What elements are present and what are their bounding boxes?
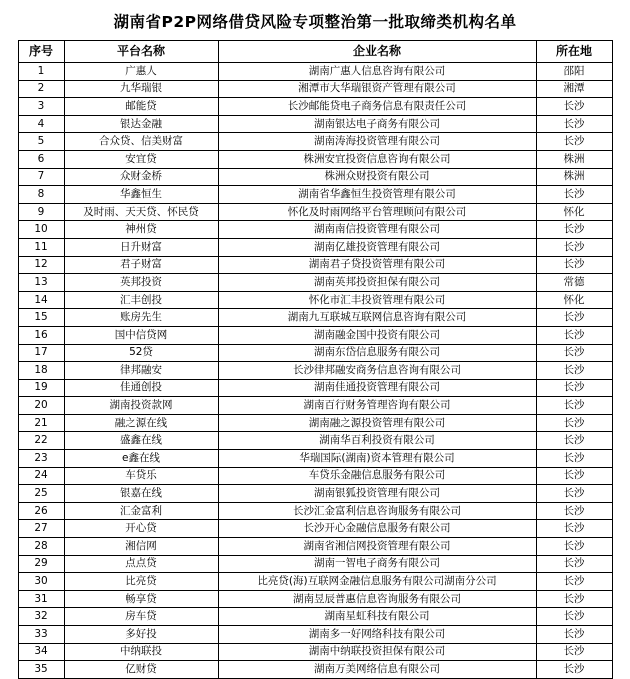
table-row: [18, 115, 612, 133]
column-header-location: 所在地: [536, 41, 612, 63]
cell-location: 长沙: [536, 661, 612, 679]
cell-company: 湖南银达电子商务有限公司: [218, 115, 536, 133]
cell-index: 1: [18, 63, 64, 81]
cell-location: 长沙: [536, 608, 612, 626]
cell-platform: 点点贷: [64, 555, 218, 573]
cell-location: 湘潭: [536, 80, 612, 98]
table-header-row: [18, 41, 612, 63]
cell-platform: 融之源在线: [64, 414, 218, 432]
cell-platform: 盛鑫在线: [64, 432, 218, 450]
cell-company: 湖南融之源投资管理有限公司: [218, 414, 536, 432]
cell-platform: 银嘉在线: [64, 485, 218, 503]
cell-location: 长沙: [536, 221, 612, 239]
cell-platform: 华鑫恒生: [64, 186, 218, 204]
cell-company: 湖南涛海投资管理有限公司: [218, 133, 536, 151]
cell-location: 长沙: [536, 256, 612, 274]
cell-index: 14: [18, 291, 64, 309]
cell-location: 长沙: [536, 379, 612, 397]
cell-location: 长沙: [536, 432, 612, 450]
cell-index: 26: [18, 502, 64, 520]
cell-index: 17: [18, 344, 64, 362]
column-header-platform: 平台名称: [64, 41, 218, 63]
column-header-index: 序号: [18, 41, 64, 63]
table-row: [18, 256, 612, 274]
cell-platform: 众财金桥: [64, 168, 218, 186]
cell-location: 长沙: [536, 344, 612, 362]
cell-company: 湖南佳通投资管理有限公司: [218, 379, 536, 397]
cell-company: 湖南百行财务管理咨询有限公司: [218, 397, 536, 415]
cell-platform: 车贷乐: [64, 467, 218, 485]
table-row: [18, 326, 612, 344]
cell-index: 23: [18, 450, 64, 468]
cell-location: 长沙: [536, 362, 612, 380]
cell-company: 株洲安宜投资信息咨询有限公司: [218, 150, 536, 168]
cell-location: 长沙: [536, 555, 612, 573]
cell-location: 长沙: [536, 626, 612, 644]
cell-company: 湖南融金国中投资有限公司: [218, 326, 536, 344]
cell-index: 11: [18, 238, 64, 256]
cell-index: 8: [18, 186, 64, 204]
cell-index: 29: [18, 555, 64, 573]
cell-platform: 及时雨、天天贷、怀民贷: [64, 203, 218, 221]
cell-company: 湖南多一好网络科技有限公司: [218, 626, 536, 644]
cell-location: 长沙: [536, 115, 612, 133]
cell-platform: 房车贷: [64, 608, 218, 626]
cell-company: 湖南南信投资管理有限公司: [218, 221, 536, 239]
cell-platform: 湘信网: [64, 538, 218, 556]
table-row: [18, 221, 612, 239]
cell-location: 怀化: [536, 291, 612, 309]
table-row: [18, 414, 612, 432]
table-row: [18, 133, 612, 151]
cell-company: 怀化及时雨网络平台管理顾问有限公司: [218, 203, 536, 221]
cell-company: 湖南华百利投资有限公司: [218, 432, 536, 450]
table-row: [18, 643, 612, 661]
cell-company: 湖南昱辰普惠信息咨询服务有限公司: [218, 590, 536, 608]
cell-index: 10: [18, 221, 64, 239]
column-header-company: 企业名称: [218, 41, 536, 63]
table-row: [18, 362, 612, 380]
cell-location: 长沙: [536, 538, 612, 556]
cell-index: 22: [18, 432, 64, 450]
cell-company: 长沙开心金融信息服务有限公司: [218, 520, 536, 538]
cell-platform: 日升财富: [64, 238, 218, 256]
cell-company: 长沙律邦融安商务信息咨询有限公司: [218, 362, 536, 380]
cell-company: 湖南星虹科技有限公司: [218, 608, 536, 626]
cell-platform: 亿财贷: [64, 661, 218, 679]
cell-company: 湖南省湘信网投资管理有限公司: [218, 538, 536, 556]
cell-company: 湖南省华鑫恒生投资管理有限公司: [218, 186, 536, 204]
cell-index: 31: [18, 590, 64, 608]
cell-platform: 英邦投资: [64, 274, 218, 292]
cell-company: 湖南中纳联投资担保有限公司: [218, 643, 536, 661]
cell-platform: 湖南投资款网: [64, 397, 218, 415]
table-row: [18, 573, 612, 591]
cell-index: 16: [18, 326, 64, 344]
cell-index: 28: [18, 538, 64, 556]
cell-platform: 比亮贷: [64, 573, 218, 591]
cell-location: 株洲: [536, 150, 612, 168]
table-row: [18, 432, 612, 450]
cell-location: 长沙: [536, 309, 612, 327]
cell-platform: 52贷: [64, 344, 218, 362]
cell-index: 9: [18, 203, 64, 221]
cell-location: 长沙: [536, 467, 612, 485]
cell-location: 长沙: [536, 238, 612, 256]
cell-location: 长沙: [536, 98, 612, 116]
cell-platform: 畅享贷: [64, 590, 218, 608]
cell-location: 长沙: [536, 590, 612, 608]
cell-index: 30: [18, 573, 64, 591]
cell-platform: 神州贷: [64, 221, 218, 239]
cell-company: 怀化市汇丰投资管理有限公司: [218, 291, 536, 309]
cell-platform: 国中信贷网: [64, 326, 218, 344]
cell-location: 长沙: [536, 133, 612, 151]
cell-company: 湖南万美网络信息有限公司: [218, 661, 536, 679]
cell-index: 24: [18, 467, 64, 485]
cell-platform: 邮能贷: [64, 98, 218, 116]
cell-location: 长沙: [536, 397, 612, 415]
institution-list-table: [18, 40, 613, 679]
cell-index: 25: [18, 485, 64, 503]
cell-location: 邵阳: [536, 63, 612, 81]
table-row: [18, 203, 612, 221]
cell-location: 怀化: [536, 203, 612, 221]
cell-platform: 开心贷: [64, 520, 218, 538]
table-row: [18, 186, 612, 204]
cell-index: 21: [18, 414, 64, 432]
cell-location: 长沙: [536, 450, 612, 468]
cell-location: 长沙: [536, 414, 612, 432]
cell-location: 株洲: [536, 168, 612, 186]
table-row: [18, 608, 612, 626]
table-row: [18, 467, 612, 485]
cell-location: 长沙: [536, 573, 612, 591]
cell-location: 长沙: [536, 186, 612, 204]
page-title: 湖南省P2P网络借贷风险专项整治第一批取缔类机构名单: [113, 13, 517, 31]
cell-location: 长沙: [536, 502, 612, 520]
cell-company: 车贷乐金融信息服务有限公司: [218, 467, 536, 485]
cell-index: 6: [18, 150, 64, 168]
cell-platform: 安宜贷: [64, 150, 218, 168]
cell-index: 5: [18, 133, 64, 151]
table-row: [18, 502, 612, 520]
cell-platform: 账房先生: [64, 309, 218, 327]
cell-index: 13: [18, 274, 64, 292]
cell-company: 湖南君子贷投资管理有限公司: [218, 256, 536, 274]
cell-index: 27: [18, 520, 64, 538]
table-row: [18, 98, 612, 116]
cell-company: 长沙邮能贷电子商务信息有限责任公司: [218, 98, 536, 116]
cell-company: 长沙汇金富利信息咨询服务有限公司: [218, 502, 536, 520]
cell-platform: 九华瑞银: [64, 80, 218, 98]
cell-index: 35: [18, 661, 64, 679]
cell-index: 4: [18, 115, 64, 133]
cell-company: 湖南九互联城互联网信息咨询有限公司: [218, 309, 536, 327]
cell-index: 7: [18, 168, 64, 186]
cell-index: 2: [18, 80, 64, 98]
cell-location: 长沙: [536, 326, 612, 344]
cell-company: 湖南亿雄投资管理有限公司: [218, 238, 536, 256]
cell-platform: e鑫在线: [64, 450, 218, 468]
cell-platform: 广惠人: [64, 63, 218, 81]
table-row: [18, 238, 612, 256]
cell-index: 18: [18, 362, 64, 380]
cell-index: 20: [18, 397, 64, 415]
table-row: [18, 379, 612, 397]
cell-platform: 多好投: [64, 626, 218, 644]
cell-company: 湖南广惠人信息咨询有限公司: [218, 63, 536, 81]
table-row: [18, 661, 612, 679]
table-row: [18, 168, 612, 186]
cell-location: 长沙: [536, 485, 612, 503]
cell-platform: 汇丰创投: [64, 291, 218, 309]
table-row: [18, 344, 612, 362]
table-row: [18, 274, 612, 292]
cell-location: 长沙: [536, 643, 612, 661]
cell-platform: 合众贷、信美财富: [64, 133, 218, 151]
cell-platform: 佳通创投: [64, 379, 218, 397]
cell-platform: 律邦融安: [64, 362, 218, 380]
table-row: [18, 538, 612, 556]
cell-platform: 汇金富利: [64, 502, 218, 520]
cell-company: 株洲众财投资有限公司: [218, 168, 536, 186]
cell-index: 15: [18, 309, 64, 327]
cell-company: 湖南英邦投资担保有限公司: [218, 274, 536, 292]
table-row: [18, 590, 612, 608]
cell-index: 33: [18, 626, 64, 644]
cell-index: 19: [18, 379, 64, 397]
cell-platform: 中纳联投: [64, 643, 218, 661]
cell-company: 湖南银狐投资管理有限公司: [218, 485, 536, 503]
table-row: [18, 555, 612, 573]
table-row: [18, 485, 612, 503]
cell-company: 湖南一智电子商务有限公司: [218, 555, 536, 573]
table-row: [18, 80, 612, 98]
table-row: [18, 63, 612, 81]
table-row: [18, 150, 612, 168]
table-row: [18, 291, 612, 309]
table-row: [18, 397, 612, 415]
cell-index: 12: [18, 256, 64, 274]
table-row: [18, 309, 612, 327]
cell-index: 32: [18, 608, 64, 626]
cell-company: 比亮贷(海)互联网金融信息服务有限公司湖南分公司: [218, 573, 536, 591]
table-row: [18, 626, 612, 644]
cell-location: 长沙: [536, 520, 612, 538]
cell-company: 湖南东岱信息服务有限公司: [218, 344, 536, 362]
table-row: [18, 520, 612, 538]
cell-index: 34: [18, 643, 64, 661]
cell-platform: 银达金融: [64, 115, 218, 133]
table-row: [18, 450, 612, 468]
cell-company: 湘潭市大华瑞银资产管理有限公司: [218, 80, 536, 98]
cell-company: 华瑞国际(湖南)资本管理有限公司: [218, 450, 536, 468]
cell-location: 常德: [536, 274, 612, 292]
cell-index: 3: [18, 98, 64, 116]
cell-platform: 君子财富: [64, 256, 218, 274]
